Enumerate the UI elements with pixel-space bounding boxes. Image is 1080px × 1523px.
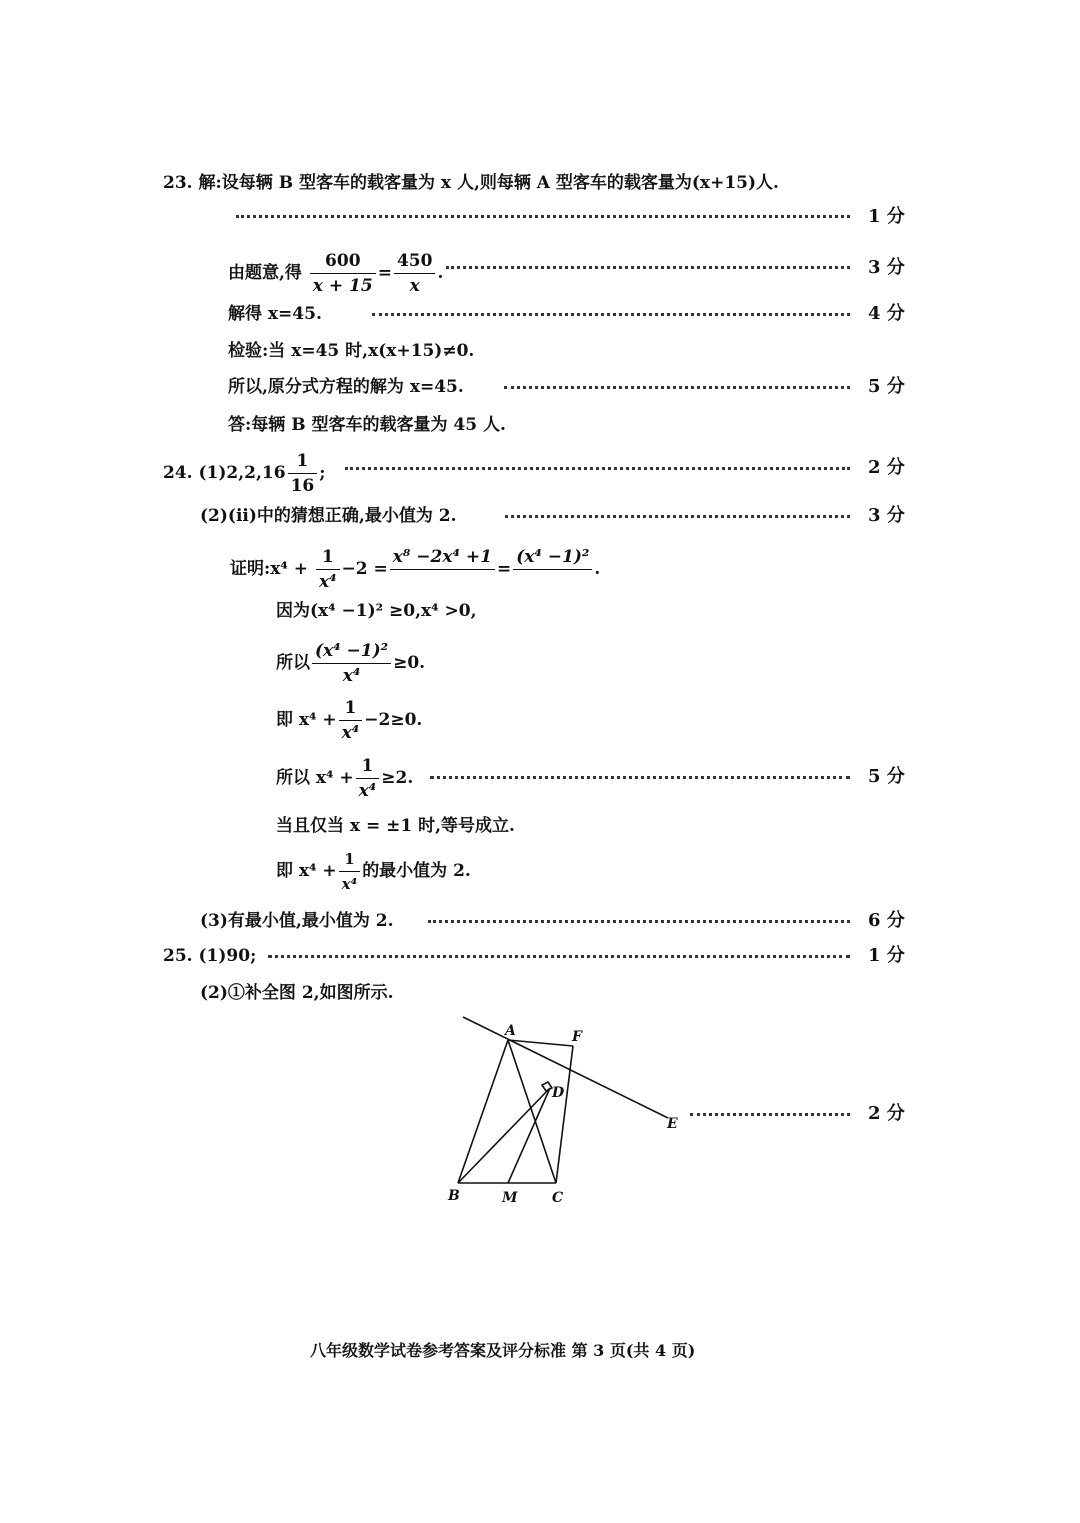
- relation: −2≥0.: [364, 710, 423, 730]
- q25-part2: (2)①补全图 2,如图所示.: [200, 983, 394, 1003]
- relation: ≥0.: [393, 653, 426, 673]
- q24-because: 因为(x⁴ −1)² ≥0,x⁴ >0,: [276, 601, 477, 621]
- proof-prefix: 证明:x⁴ +: [230, 559, 309, 579]
- denominator: 16: [290, 476, 315, 496]
- fraction: [513, 546, 592, 593]
- q24-so2: [276, 755, 413, 802]
- numerator: 1: [339, 848, 361, 872]
- score-label: 2 分: [868, 1103, 905, 1124]
- denominator: [390, 570, 495, 593]
- leader-dots: [504, 386, 850, 389]
- q24-iff: 当且仅当 x = ±1 时,等号成立.: [276, 816, 515, 836]
- label-E: E: [667, 1116, 678, 1132]
- leader-dots: [428, 920, 850, 923]
- score-label: 5 分: [868, 376, 905, 397]
- denominator: [513, 570, 592, 593]
- so-prefix: 所以 x⁴ +: [276, 768, 354, 788]
- leader-dots: [236, 215, 850, 218]
- label-C: C: [552, 1190, 564, 1206]
- leader-dots: [430, 776, 850, 779]
- fraction: [339, 697, 363, 744]
- denominator: x⁴: [318, 572, 337, 592]
- leader-dots: [372, 313, 850, 316]
- q23-equation: [228, 250, 443, 297]
- q24-ie2: [276, 848, 471, 895]
- fraction: [312, 640, 391, 687]
- denominator: x: [409, 276, 420, 296]
- equals-sign: =: [496, 559, 512, 579]
- semicolon: ;: [319, 463, 326, 483]
- label-M: M: [502, 1190, 518, 1206]
- q25-part1: 25. (1)90;: [163, 946, 257, 966]
- so-prefix: 所以: [276, 653, 310, 673]
- ie-prefix: 即 x⁴ +: [276, 710, 337, 730]
- label-F: F: [572, 1029, 582, 1045]
- numerator: 1: [316, 546, 340, 570]
- segment-AC: [508, 1040, 556, 1183]
- denominator: x⁴: [342, 666, 361, 686]
- period: .: [594, 559, 601, 579]
- fraction: [339, 848, 361, 895]
- part-label: 24. (1)2,2,16: [163, 463, 286, 483]
- relation: ≥2.: [381, 768, 414, 788]
- denominator: x⁴: [341, 875, 358, 893]
- q24-proof: [230, 546, 600, 593]
- score-label: 5 分: [868, 766, 905, 787]
- fraction: [316, 546, 340, 593]
- leader-dots: [268, 955, 850, 958]
- segment-AB: [458, 1040, 508, 1183]
- denominator: x⁴: [341, 723, 360, 743]
- numerator: 1: [339, 697, 363, 721]
- ie-prefix: 即 x⁴ +: [276, 861, 337, 881]
- ie-end: 的最小值为 2.: [362, 861, 471, 881]
- segment-AF: [508, 1040, 573, 1046]
- score-label: 4 分: [868, 303, 905, 324]
- q24-part2: (2)(ii)中的猜想正确,最小值为 2.: [200, 506, 457, 526]
- page-footer: 八年级数学试卷参考答案及评分标准 第 3 页(共 4 页): [310, 1341, 696, 1360]
- denominator: x + 15: [312, 276, 373, 296]
- leader-dots: [345, 467, 850, 470]
- eq-prefix: 由题意,得: [228, 263, 302, 283]
- numerator: 450: [394, 250, 436, 274]
- score-label: 3 分: [868, 257, 905, 278]
- score-label: 1 分: [868, 945, 905, 966]
- numerator: x⁸ −2x⁴ +1: [390, 546, 495, 570]
- score-label: 1 分: [868, 206, 905, 227]
- score-label: 6 分: [868, 910, 905, 931]
- score-label: 2 分: [868, 457, 905, 478]
- label-B: B: [448, 1188, 460, 1204]
- q23-check: 检验:当 x=45 时,x(x+15)≠0.: [228, 341, 475, 361]
- q24-so1: [276, 640, 425, 687]
- denominator: x⁴: [358, 781, 377, 801]
- q24-ie1: [276, 697, 422, 744]
- right-angle-mark: [542, 1082, 552, 1091]
- leader-dots: [690, 1113, 850, 1116]
- fraction: [390, 546, 495, 593]
- geometry-figure: [440, 1010, 700, 1210]
- q23-solve: 解得 x=45.: [228, 304, 322, 324]
- numerator: 1: [356, 755, 380, 779]
- q24-part1: [163, 450, 326, 497]
- score-label: 3 分: [868, 505, 905, 526]
- fraction: [394, 250, 436, 297]
- label-D: D: [552, 1085, 565, 1101]
- leader-dots: [446, 266, 850, 269]
- numerator: (x⁴ −1)²: [312, 640, 391, 664]
- q23-conclusion: 所以,原分式方程的解为 x=45.: [228, 377, 464, 397]
- segment-BD: [458, 1088, 550, 1183]
- fraction: [310, 250, 376, 297]
- leader-dots: [505, 515, 850, 518]
- period: .: [437, 263, 444, 283]
- q23-answer: 答:每辆 B 型客车的载客量为 45 人.: [228, 415, 506, 435]
- fraction: [288, 450, 318, 497]
- equals-sign: =: [377, 263, 392, 283]
- proof-mid: −2 =: [341, 559, 388, 579]
- q23-intro: 23. 解:设每辆 B 型客车的载客量为 x 人,则每辆 A 型客车的载客量为(x+15)人.: [163, 173, 779, 193]
- numerator: (x⁴ −1)²: [513, 546, 592, 570]
- label-A: A: [505, 1023, 516, 1039]
- q24-part3: (3)有最小值,最小值为 2.: [200, 911, 394, 931]
- numerator: 1: [288, 450, 318, 474]
- fraction: [356, 755, 380, 802]
- numerator: 600: [310, 250, 376, 274]
